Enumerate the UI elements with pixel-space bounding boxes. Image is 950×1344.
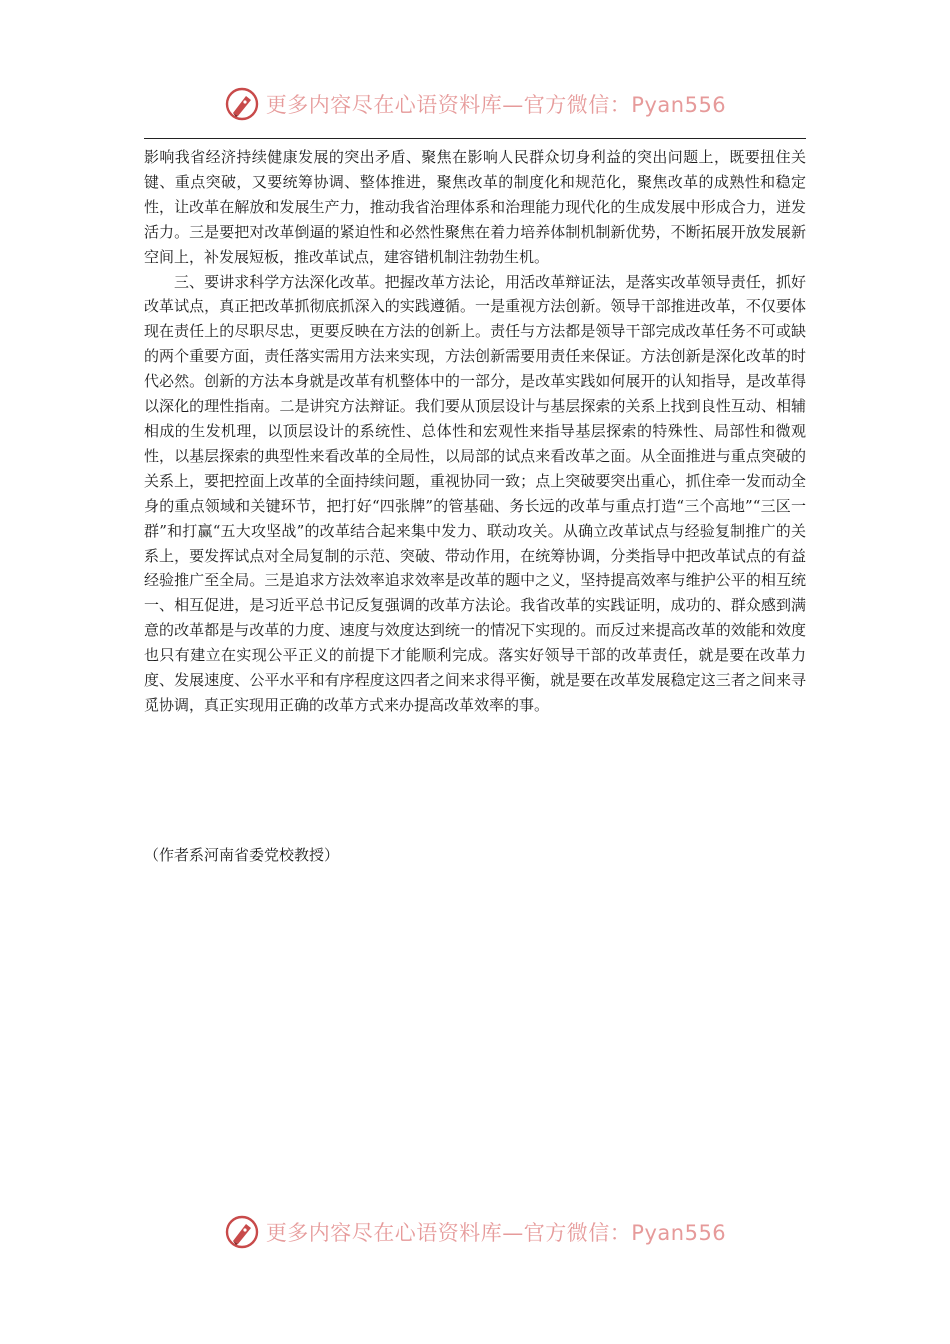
author-byline: （作者系河南省委党校教授） [144,846,340,864]
watermark-text: 更多内容尽在心语资料库—官方微信：Pyan556 [265,93,727,117]
footer-watermark [0,1212,950,1252]
pen-nib-icon [224,1214,260,1250]
paragraph: 三、要讲求科学方法深化改革。把握改革方法论，用活改革辩证法，是落实改革领导责任，抓好改革试点，真正把改革抓彻底抓深入的实践遵循。一是重视方法创新。领导干部推进改革，不仅要体现在责任上的尽职尽忠，更要反映在方法的创新上。责任与方法都是领导干部完成改革任务不可或缺的两个重要方面，责任落实需用方法来实现，方法创新需要用责任来保证。方法创新是深化改革的时代必然。创新的方法本身就是改革有机整体中的一部分，是改革实践如何展开的认知指导，是改革得以深化的理性指南。二是讲究方法辩证。我们要从顶层设计与基层探索的关系上找到良性互动、相辅相成的生发机理，以顶层设计的系统性、总体性和宏观性来指导基层探索的特殊性、局部性和微观性，以基层探索的典型性来看改革的全局性，以局部的试点来看改革之面。从全面推进与重点突破的关系上，要把控面上改革的全面持续问题，重视协同一致；点上突破要突出重心，抓住牵一发而动全身的重点领域和关键环节，把打好“四张牌”的管基础、务长远的改革与重点打造“三个高地”“三区一群”和打赢“五大攻坚战”的改革结合起来集中发力、联动攻关。从确立改革试点与经验复制推广的关系上，要发挥试点对全局复制的示范、突破、带动作用，在统筹协调，分类指导中把改革试点的有益经验推广至全局。三是追求方法效率追求效率是改革的题中之义，坚持提高效率与维护公平的相互统一、相互促进，是习近平总书记反复强调的改革方法论。我省改革的实践证明，成功的、群众感到满意的改革都是与改革的力度、速度与效度达到统一的情况下实现的。而反过来提高改革的效能和效度也只有建立在实现公平正义的前提下才能顺利完成。落实好领导干部的改革责任，就是要在改革力度、发展速度、公平水平和有序程度这四者之间来求得平衡，就是要在改革发展稳定这三者之间来寻觅协调，真正实现用正确的改革方式来办提高改革效率的事。 [144,272,806,714]
header-watermark [0,84,950,124]
watermark-text: 更多内容尽在心语资料库—官方微信：Pyan556 [265,1221,727,1245]
header-rule [144,138,806,139]
article-body [144,145,806,718]
paragraph: 影响我省经济持续健康发展的突出矛盾、聚焦在影响人民群众切身利益的突出问题上，既要扭住关键、重点突破，又要统筹协调、整体推进，聚焦改革的制度化和规范化，聚焦改革的成熟性和稳定性，让改革在解放和发展生产力，推动我省治理体系和治理能力现代化的生成发展中形成合力，迸发活力。三是要把对改革倒逼的紧迫性和必然性聚焦在着力培养体制机制新优势，不断拓展开放发展新空间上，补发展短板，推改革试点，建容错机制注勃勃生机。 [144,148,806,266]
pen-nib-icon [224,86,260,122]
